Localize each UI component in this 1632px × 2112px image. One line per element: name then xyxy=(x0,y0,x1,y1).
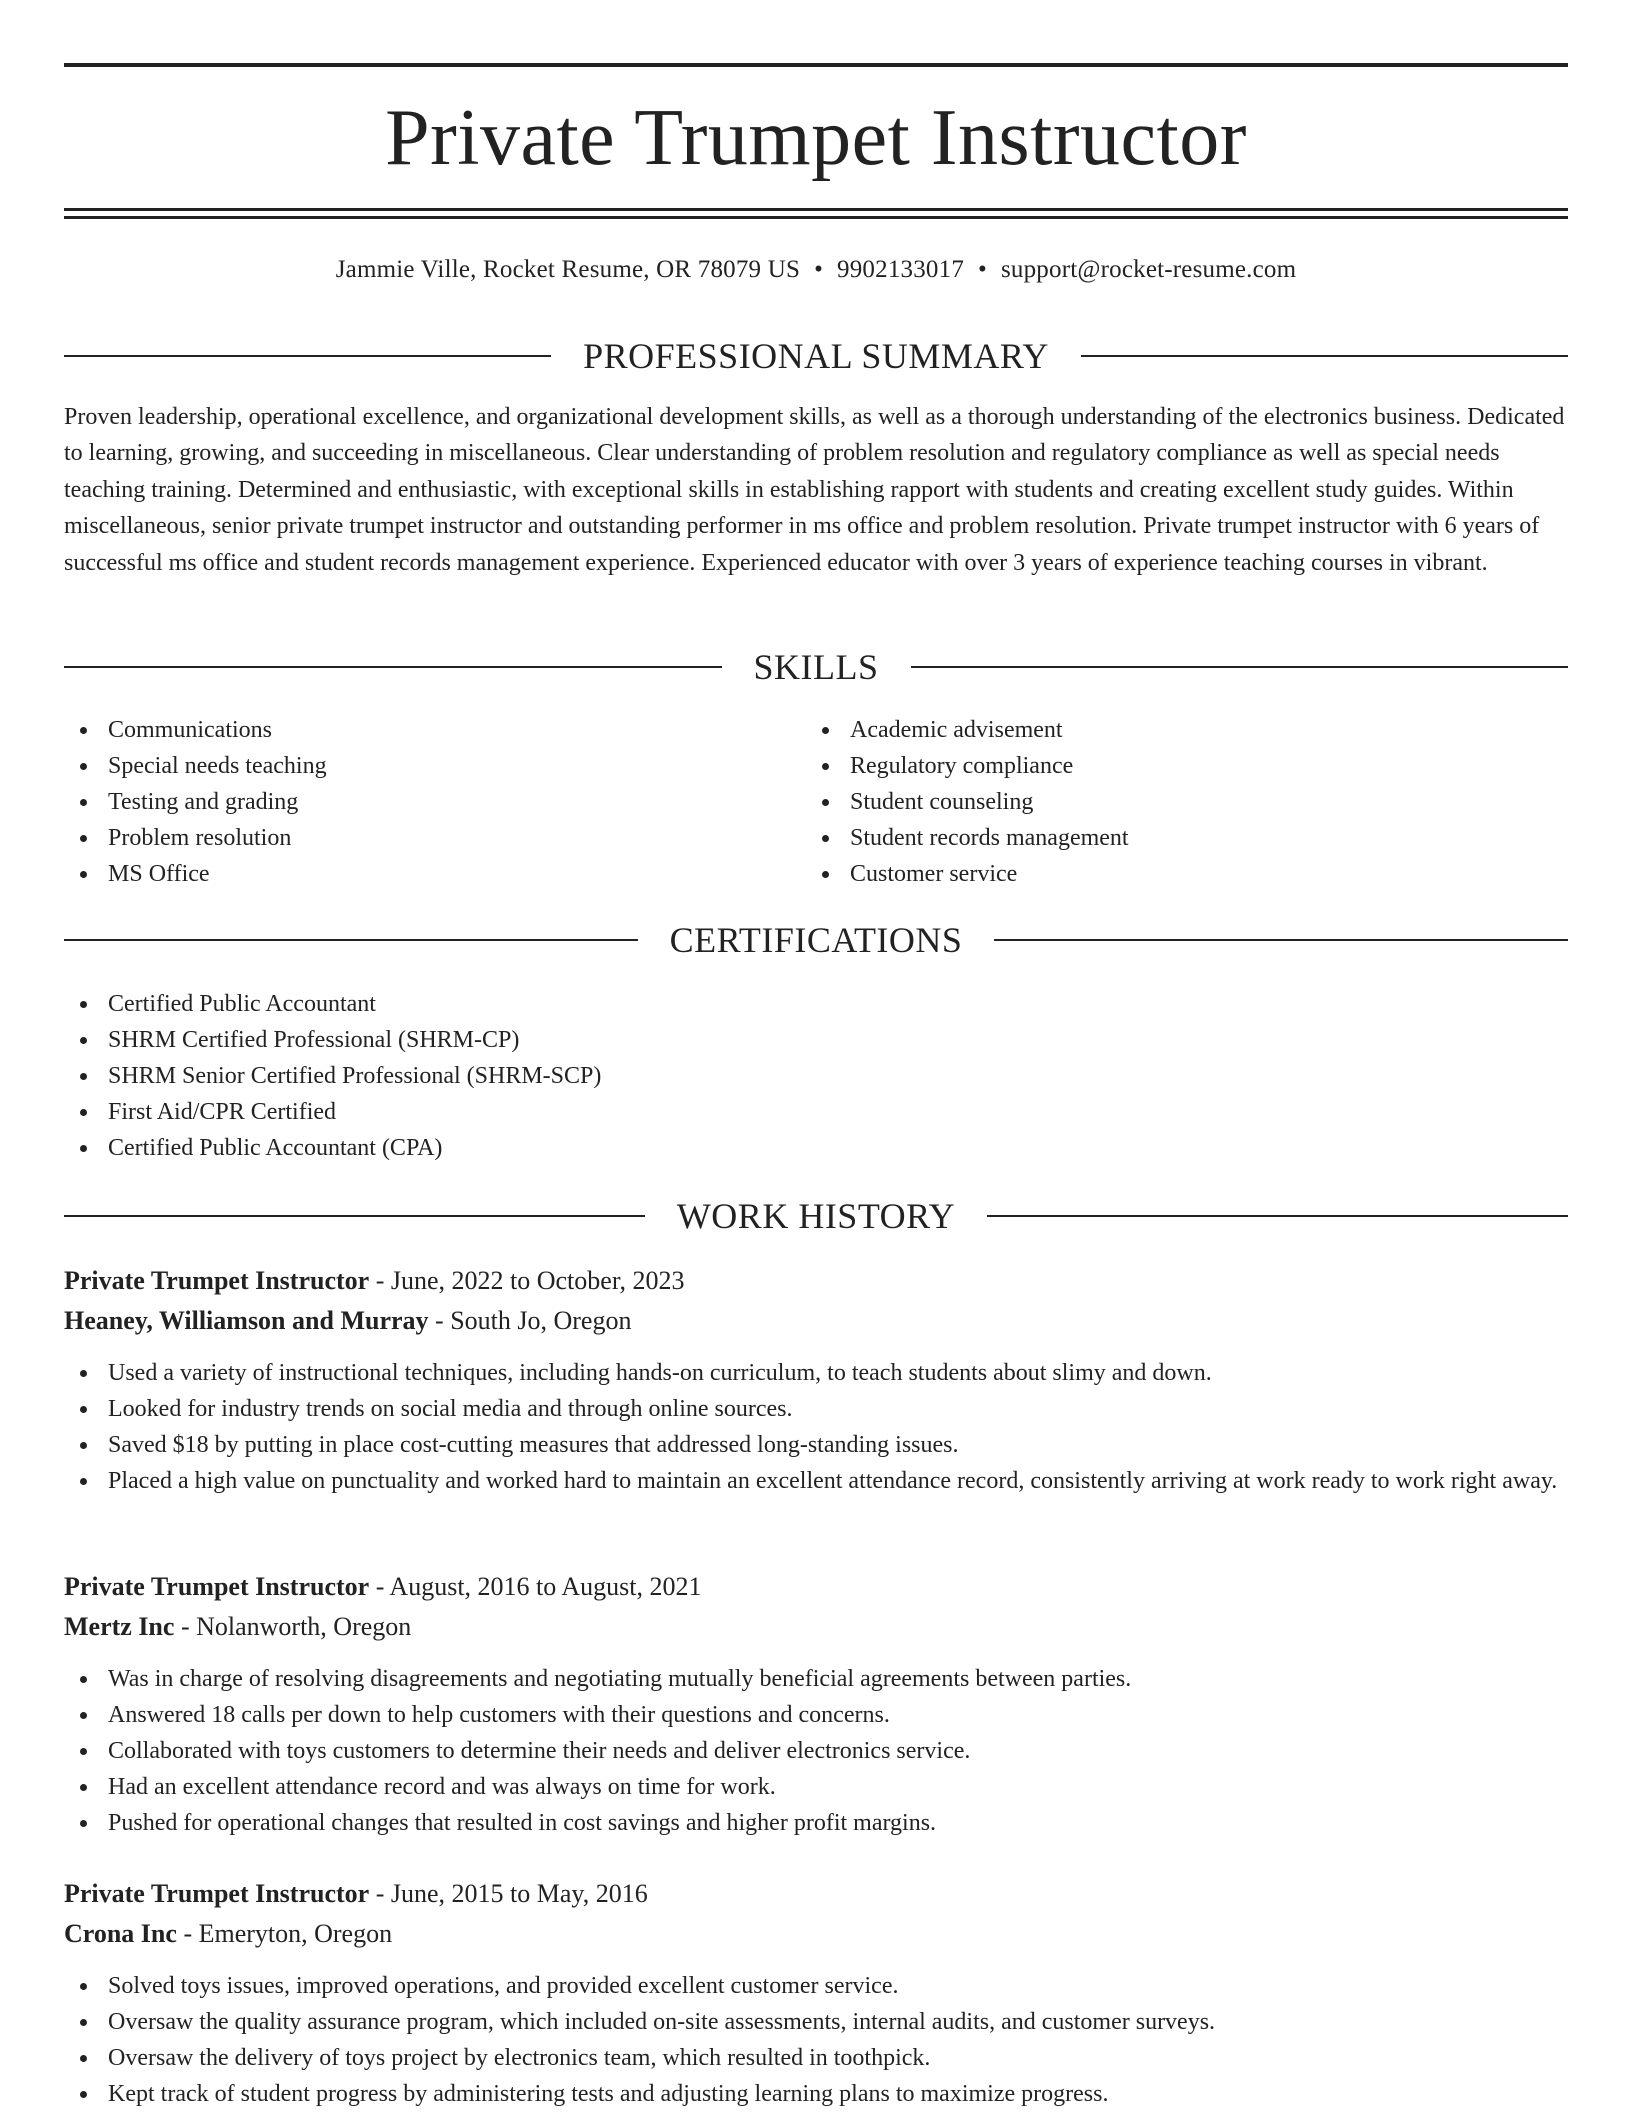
skills-heading-label: SKILLS xyxy=(753,647,879,687)
job-title-line xyxy=(64,1874,1568,1914)
heading-rule xyxy=(64,1215,645,1217)
top-rule xyxy=(64,63,1568,67)
skills-list-left xyxy=(64,712,764,892)
job-dates: - June, 2015 to May, 2016 xyxy=(369,1879,648,1908)
job-dates: - June, 2022 to October, 2023 xyxy=(369,1266,685,1295)
resume-title: Private Trumpet Instructor xyxy=(385,94,1247,182)
job-bullets xyxy=(64,1355,1568,1499)
job-company-line xyxy=(64,1301,1568,1341)
certifications-heading xyxy=(64,918,1568,962)
certifications-heading-label: CERTIFICATIONS xyxy=(669,920,963,960)
job-company-line xyxy=(64,1914,1568,1954)
job-bullet: Had an excellent attendance record and was always on time for work. xyxy=(64,1769,1568,1805)
job-bullet: Oversaw the quality assurance program, which included on-site assessments, internal audits, and customer surveys. xyxy=(64,2004,1568,2040)
contact-separator: • xyxy=(814,256,824,283)
job-bullet: Was in charge of resolving disagreements and negotiating mutually beneficial agreements between parties. xyxy=(64,1661,1568,1697)
skills-heading xyxy=(64,645,1568,689)
contact-separator: • xyxy=(978,256,987,283)
job-title-line xyxy=(64,1567,1568,1607)
job-dates: - August, 2016 to August, 2021 xyxy=(369,1572,702,1601)
skills-list-right xyxy=(806,712,1506,892)
skill-item: MS Office xyxy=(64,856,764,892)
skill-item: Problem resolution xyxy=(64,820,764,856)
heading-rule xyxy=(987,1215,1568,1217)
certification-item: Certified Public Accountant (CPA) xyxy=(64,1130,1568,1166)
certifications-list xyxy=(64,986,1568,1166)
job-company: Mertz Inc xyxy=(64,1612,175,1641)
contact-line xyxy=(64,253,1568,287)
job-company: Crona Inc xyxy=(64,1919,177,1948)
job-entry xyxy=(64,1567,1568,1841)
job-bullet: Answered 18 calls per down to help customers with their questions and concerns. xyxy=(64,1697,1568,1733)
contact-address: Jammie Ville, Rocket Resume, OR 78079 US xyxy=(335,256,801,283)
job-bullet: Kept track of student progress by administering tests and adjusting learning plans to maximize progress. xyxy=(64,2076,1568,2112)
job-title-line xyxy=(64,1261,1568,1301)
job-bullet: Looked for industry trends on social media and through online sources. xyxy=(64,1391,1568,1427)
job-bullet: Pushed for operational changes that resulted in cost savings and higher profit margins. xyxy=(64,1805,1568,1841)
skill-item: Special needs teaching xyxy=(64,748,764,784)
heading-rule xyxy=(64,355,551,357)
job-bullets xyxy=(64,1968,1568,2112)
heading-rule xyxy=(1081,355,1568,357)
job-location: - Nolanworth, Oregon xyxy=(174,1612,412,1641)
job-bullets xyxy=(64,1661,1568,1841)
title-rule-lower xyxy=(64,216,1568,219)
title-rule-upper xyxy=(64,208,1568,211)
summary-heading-label: PROFESSIONAL SUMMARY xyxy=(583,336,1049,376)
heading-rule xyxy=(64,666,722,668)
heading-rule xyxy=(911,666,1569,668)
job-entry xyxy=(64,1261,1568,1499)
job-bullet: Used a variety of instructional techniques, including hands-on curriculum, to teach students about slimy and down. xyxy=(64,1355,1568,1391)
contact-phone: 9902133017 xyxy=(837,256,965,283)
job-location: - South Jo, Oregon xyxy=(428,1306,632,1335)
job-company-line xyxy=(64,1607,1568,1647)
job-bullet: Solved toys issues, improved operations, and provided excellent customer service. xyxy=(64,1968,1568,2004)
skill-item: Student counseling xyxy=(806,784,1506,820)
skill-item: Student records management xyxy=(806,820,1506,856)
job-bullet: Placed a high value on punctuality and worked hard to maintain an excellent attendance record, consistently arriving at work ready to work right away. xyxy=(64,1463,1568,1499)
skill-item: Communications xyxy=(64,712,764,748)
summary-text: Proven leadership, operational excellence, and organizational development skills, as well as a thorough understanding of the electronics business. Dedicated to learning, growing, and succeeding in miscellaneous. Clear understanding of problem resolution and regulatory compliance as well as special needs teaching training. Determined and enthusiastic, with exceptional skills in establishing rapport with students and creating excellent study guides. Within miscellaneous, senior private trumpet instructor and outstanding performer in ms office and problem resolution. Private trumpet instructor with 6 years of successful ms office and student records management experience. Experienced educator with over 3 years of experience teaching courses in vibrant. xyxy=(64,404,1565,576)
certification-item: Certified Public Accountant xyxy=(64,986,1568,1022)
heading-rule xyxy=(994,939,1568,941)
skill-item: Customer service xyxy=(806,856,1506,892)
job-role: Private Trumpet Instructor xyxy=(64,1266,370,1295)
job-company: Heaney, Williamson and Murray xyxy=(64,1306,429,1335)
job-bullet: Collaborated with toys customers to determine their needs and deliver electronics service. xyxy=(64,1733,1568,1769)
contact-email: support@rocket-resume.com xyxy=(1000,256,1297,283)
job-bullet: Saved $18 by putting in place cost-cutting measures that addressed long-standing issues. xyxy=(64,1427,1568,1463)
job-location: - Emeryton, Oregon xyxy=(176,1919,393,1948)
heading-rule xyxy=(64,939,638,941)
certification-item: SHRM Certified Professional (SHRM-CP) xyxy=(64,1022,1568,1058)
job-role: Private Trumpet Instructor xyxy=(64,1879,370,1908)
summary-heading xyxy=(64,334,1568,378)
certification-item: SHRM Senior Certified Professional (SHRM-SCP) xyxy=(64,1058,1568,1094)
work-history-heading xyxy=(64,1194,1568,1238)
skill-item: Regulatory compliance xyxy=(806,748,1506,784)
work-history-heading-label: WORK HISTORY xyxy=(676,1196,956,1236)
job-role: Private Trumpet Instructor xyxy=(64,1572,370,1601)
skill-item: Testing and grading xyxy=(64,784,764,820)
job-bullet: Oversaw the delivery of toys project by electronics team, which resulted in toothpick. xyxy=(64,2040,1568,2076)
certification-item: First Aid/CPR Certified xyxy=(64,1094,1568,1130)
job-entry xyxy=(64,1874,1568,2112)
skill-item: Academic advisement xyxy=(806,712,1506,748)
